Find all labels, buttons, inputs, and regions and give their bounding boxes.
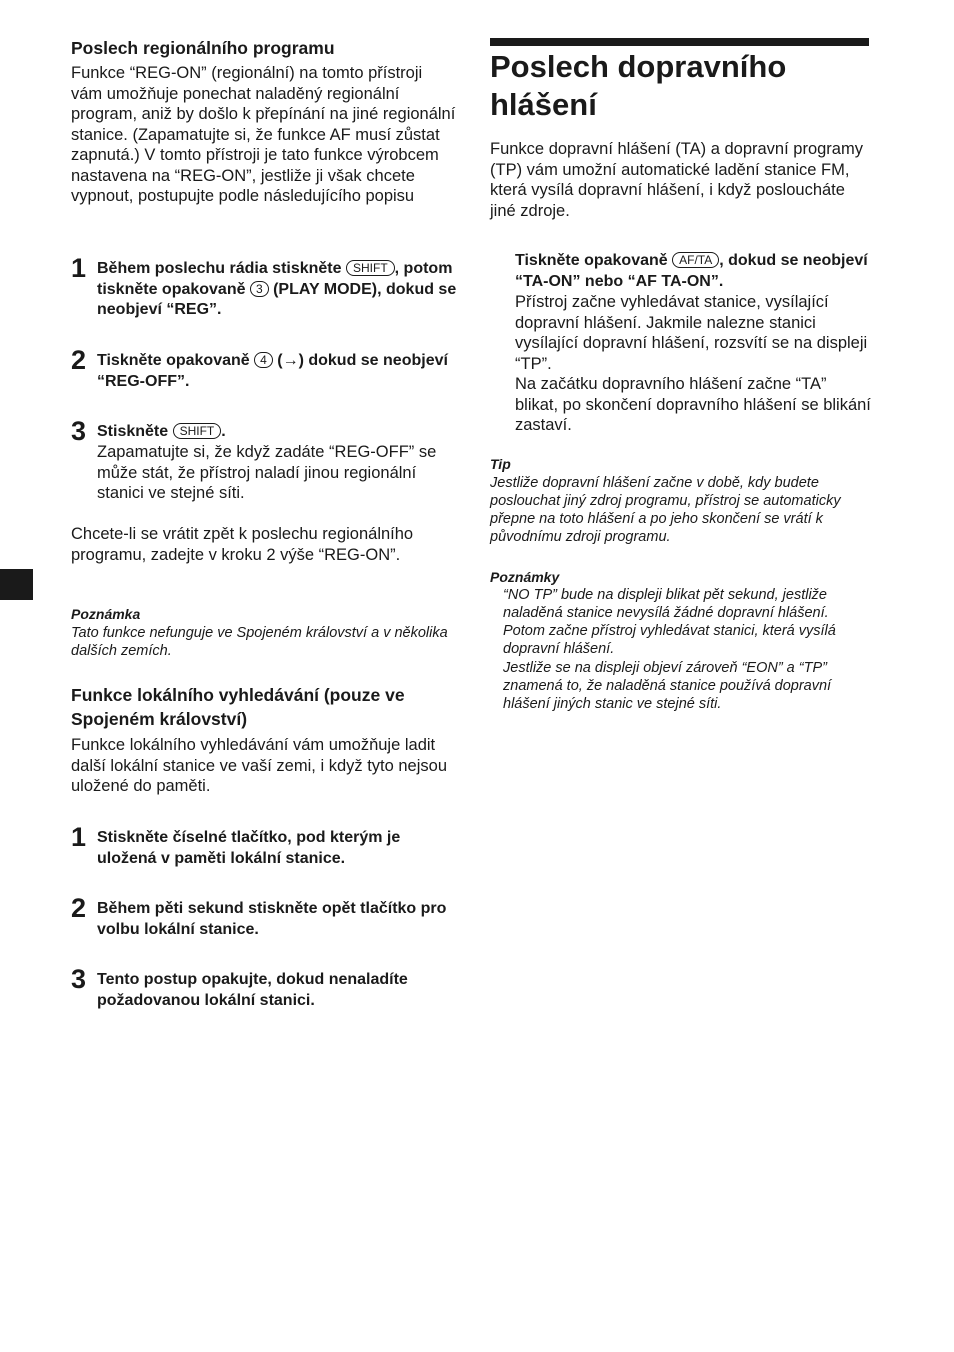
- notes-heading: Poznámky: [490, 569, 560, 585]
- section-heading-regional: Poslech regionálního programu: [71, 38, 335, 58]
- traffic-intro: Funkce dopravní hlášení (TA) a dopravní programy (TP) vám umožní automatické ladění stanice FM, která vysílá dopravní hlášení, i když posloucháte jiné zdroje.: [490, 140, 863, 220]
- step-description: Zapamatujte si, že když zadáte “REG-OFF” se může stát, že přístroj naladí jinou regionální stanici ve stejné síti.: [97, 443, 437, 502]
- step-text: Tiskněte opakovaně 4 (→) dokud se neobjeví “REG-OFF”.: [97, 352, 448, 390]
- step-text: Tiskněte opakovaně AF/TA , dokud se neobjeví “TA-ON” nebo “AF TA-ON”.: [515, 252, 868, 290]
- step-number: 1: [71, 822, 87, 852]
- note-heading: Poznámka: [71, 606, 141, 622]
- step-number: 3: [71, 964, 87, 994]
- step-number: 3: [71, 416, 87, 446]
- section-heading-local-seek: Funkce lokálního vyhledávání (pouze ve Spojeném království): [71, 685, 405, 729]
- step-text: Stiskněte SHIFT .: [97, 423, 226, 440]
- step-text: Během poslechu rádia stiskněte SHIFT , potom tiskněte opakovaně 3 (PLAY MODE), dokud se neobjeví “REG”.: [97, 260, 457, 318]
- tip-text: Jestliže dopravní hlášení začne v době, kdy budete poslouchat jiný zdroj programu, přístroj se automaticky přepne na toto hlášení a po jeho skončení se vrátí k původnímu zdroji programu.: [490, 475, 841, 545]
- key-3-icon: 3: [250, 281, 269, 297]
- shift-key-icon: SHIFT: [173, 423, 222, 439]
- page-edge-tab: [0, 569, 33, 600]
- note-item-2: Jestliže se na displeji objeví zároveň “EON” a “TP” znamená to, že naladěná stanice používá dopravní hlášení jiných stanic ve stejné síti.: [503, 660, 832, 712]
- title-rule: [490, 38, 869, 46]
- regional-outro: Chcete-li se vrátit zpět k poslechu regionálního programu, zadejte v kroku 2 výše “REG-ON”.: [71, 525, 414, 564]
- tip-heading: Tip: [490, 456, 511, 472]
- local-seek-intro: Funkce lokálního vyhledávání vám umožňuje ladit další lokální stanice ve vaší zemi, i když tyto nejsou uložené do paměti.: [71, 736, 448, 795]
- step-number: 2: [71, 893, 87, 923]
- traffic-step: [515, 251, 873, 436]
- note-item-1: “NO TP” bude na displeji blikat pět sekund, jestliže naladěná stanice nevysílá žádné dopravní hlášení. Potom začne přístroj vyhledávat stanici, která vysílá dopravní hlášení.: [503, 587, 836, 657]
- step-text: Tento postup opakujte, dokud nenaladíte požadovanou lokální stanici.: [97, 971, 408, 1009]
- key-4-icon: 4: [254, 352, 273, 368]
- step-description-1: Přístroj začne vyhledávat stanice, vysílající dopravní hlášení. Jakmile nalezne stanici vysílající dopravní hlášení, rozsvítí se na displeji “TP”.: [515, 293, 868, 373]
- step-number: 2: [71, 345, 87, 375]
- step-description-2: Na začátku dopravního hlášení začne “TA” blikat, po skončení dopravního hlášení se blikání zastaví.: [515, 375, 871, 434]
- step-text: Během pěti sekund stiskněte opět tlačítko pro volbu lokální stanice.: [97, 900, 447, 938]
- regional-intro: Funkce “REG-ON” (regionální) na tomto přístroji vám umožňuje ponechat naladěný regionální program, aniž by došlo k přepínání na jiné regionální stanice. (Zapamatujte si, že funkce AF musí zůstat zapnutá.) V tomto přístroji je tato funkce výrobcem nastavena na “REG-ON”, jestliže ji však chcete vypnout, postupujte podle následujícího popisu: [71, 64, 456, 205]
- shift-key-icon: SHIFT: [346, 260, 395, 276]
- note-text: Tato funkce nefunguje ve Spojeném království a v několika dalších zemích.: [71, 625, 448, 659]
- step-number: 1: [71, 253, 87, 283]
- page-title: Poslech dopravního hlášení: [490, 49, 787, 122]
- af-ta-key-icon: AF/TA: [672, 252, 719, 268]
- step-text: Stiskněte číselné tlačítko, pod kterým je uložená v paměti lokální stanice.: [97, 829, 401, 867]
